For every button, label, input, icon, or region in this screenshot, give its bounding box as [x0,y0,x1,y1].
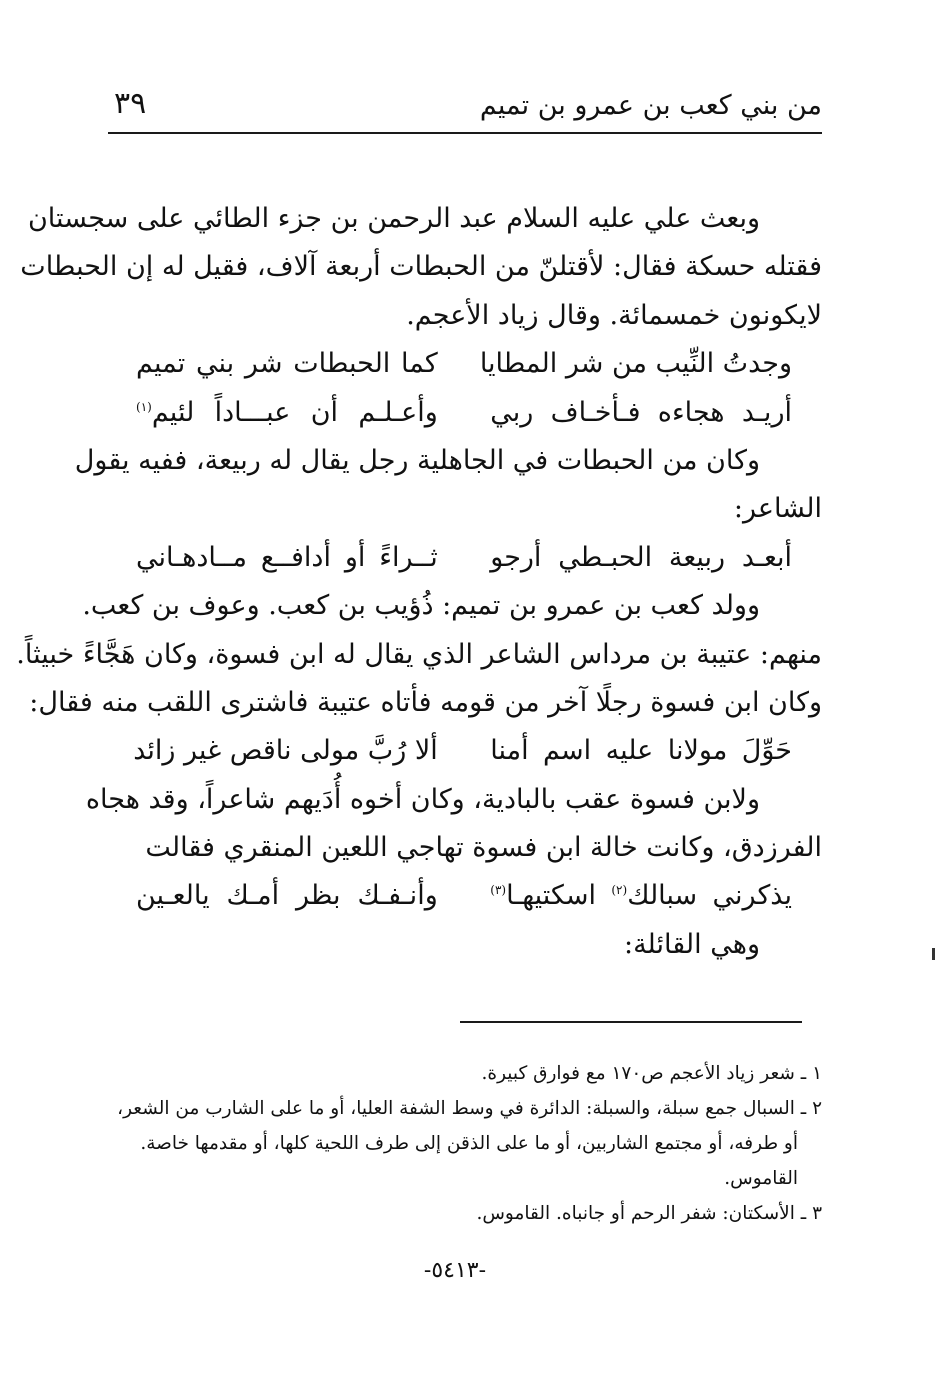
footnote-continuation: أو طرفه، أو مجتمع الشاربين، أو ما على الذقن إلى طرف اللحية كلها، أو مقدمها خاصة. [140,1133,798,1154]
verse-line [106,534,822,582]
verse-line [106,389,822,437]
verse-first-hemistich [490,872,792,920]
header-rule [108,132,822,134]
footnote-ref: (٢) [611,883,628,898]
text-line: فقتله حسكة فقال: لأقتلنّ من الحبطات أربعة آلاف، فقيل له إن الحبطات [20,251,822,283]
text-line: الشاعر: [733,493,822,525]
verse-second-hemistich [136,389,438,437]
verse-line [106,340,822,388]
margin-mark [932,948,935,960]
footnote-ref: (١) [136,399,152,414]
verse-text: وأعـلـم أن عبـــاداً لئيم [151,396,438,428]
text-line: منهم: عتيبة بن مرداس الشاعر الذي يقال له ابن فسوة، وكان هَجَّاءً خبيثاً. [16,638,822,670]
footnote: ٣ ـ الأسكتان: شفر الرحم أو جانباه. القاموس. [476,1203,822,1224]
text-line: ولابن فسوة عقب بالبادية، وكان أخوه أُدَيهم شاعراً، وقد هجاه [85,783,760,815]
running-header-page-number: ٣٩ [114,86,147,121]
verse-first-hemistich: أبعـد ربيعة الحبـطي أرجو [490,541,792,573]
text-line: وكان ابن فسوة رجلًا آخر من قومه فأتاه عتيبة فاشترى اللقب منه فقال: [29,686,822,718]
text-line: وبعث علي عليه السلام عبد الرحمن بن جزء الطائي على سجستان [27,203,760,234]
verse-first-hemistich: حَوِّلَ مولانا عليه اسم أمنا [490,735,792,767]
verse-text: اسكتيهـا [506,880,612,912]
verse-second-hemistich: ثــراءً أو أدافــع مــادهـاني [136,541,438,573]
verse-second-hemistich: كما الحبطات شر بني تميم [136,348,438,380]
footnote-rule [460,1021,802,1023]
text-line: لايكونون خمسمائة. وقال زياد الأعجم. [406,299,822,331]
text-line: وهي القائلة: [623,928,760,960]
footnote: ١ ـ شعر زياد الأعجم ص١٧٠ مع فوارق كبيرة. [481,1063,822,1084]
text-line: وكان من الحبطات في الجاهلية رجل يقال له ربيعة، ففيه يقول [74,444,760,476]
verse-text: يذكرني سبالك [627,880,792,912]
footnote-ref: (٣) [490,883,507,898]
text-line: الفرزدق، وكانت خالة ابن فسوة تهاجي اللعين المنقري فقالت [145,832,822,864]
main-text [16,195,822,969]
running-header-title: من بني كعب بن عمرو بن تميم [479,90,822,121]
text-line: وولد كعب بن عمرو بن تميم: ذُؤيب بن كعب. وعوف بن كعب. [82,590,760,622]
page-number: -٥٤١٣- [423,1258,487,1283]
verse-line [106,872,822,920]
verse-first-hemistich: وجدتُ النِّيب من شر المطايا [479,348,792,380]
verse-second-hemistich: وأنـفـك بظر أمـك يالعـين [136,880,438,912]
footnotes [106,1056,822,1231]
verse-second-hemistich: ألا رُبَّ مولى ناقص غير زائد [133,735,438,767]
footnote-continuation: القاموس. [724,1168,798,1189]
verse-first-hemistich: أريـد هجاءه فـأخـاف ربي [490,396,792,428]
footnote: ٢ ـ السبال جمع سبلة، والسبلة: الدائرة في وسط الشفة العليا، أو ما على الشارب من الشعر، [117,1098,822,1119]
running-header [108,82,822,130]
verse-line [106,727,822,775]
